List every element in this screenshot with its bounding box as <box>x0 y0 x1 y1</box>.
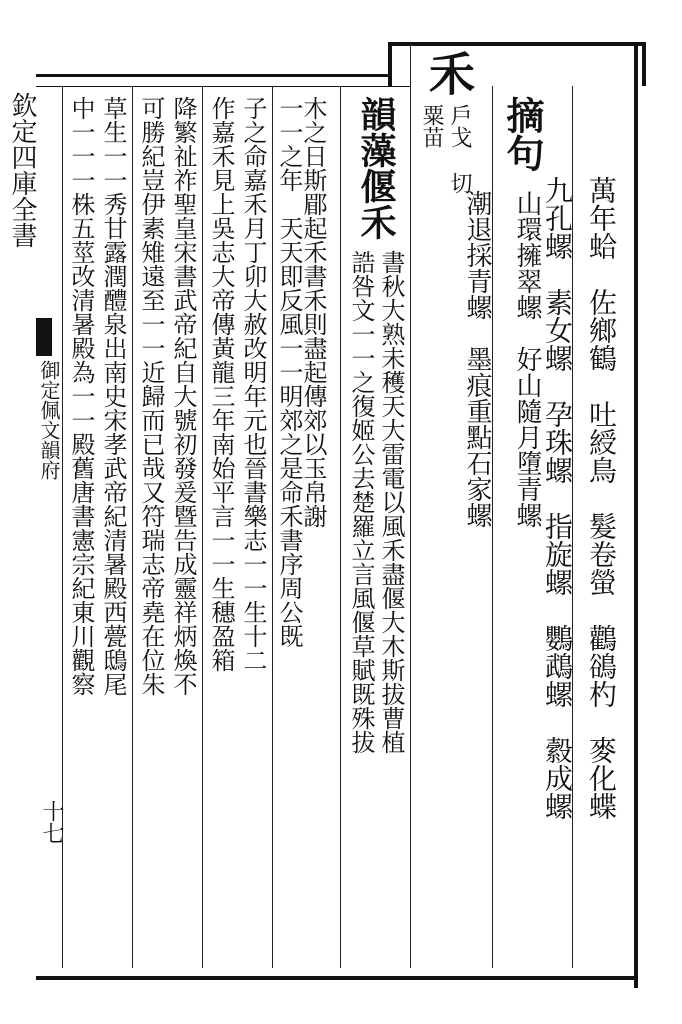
text-column: 草生一一秀甘露潤醴泉出南史宋孝武帝紀清暑殿西甍鴟尾 <box>99 96 127 696</box>
text-column: 一一之年 天天即反風一一明郊之是命禾書序周公既 <box>275 96 303 648</box>
margin-book-title: 欽定四庫全書 <box>7 92 37 248</box>
column-rule <box>410 42 411 968</box>
text-column: 九孔螺 素女螺 孕珠螺 指旋螺 鸚鵡螺 縠成螺 <box>541 176 574 820</box>
column-rule <box>202 86 203 968</box>
section-heading-yunzao: 韻藻偃禾 <box>355 96 397 240</box>
page-number: 十七 <box>39 800 64 844</box>
frame-bottom-rule <box>36 976 638 980</box>
text-column: 萬年蛤 佐鄉鶴 吐綬鳥 髮卷螢 鸛鵒杓 麥化蝶 <box>585 176 618 820</box>
entry-gloss: 粟苗 <box>419 104 444 148</box>
frame-top-rule <box>36 74 424 77</box>
frame-right-rule <box>634 42 638 988</box>
text-column: 中一一一株五莖改清暑殿為一一殿舊唐書憲宗紀東川觀察 <box>67 96 95 696</box>
text-column: 子之命嘉禾月丁卯大赦改明年元也晉書樂志一一生十二 <box>239 96 267 672</box>
phonetic-note-a: 戶戈 <box>447 104 472 148</box>
text-column: 書秋大熟未穫天大雷電以風禾盡偃大木斯拔曹植 <box>377 250 405 754</box>
section-heading-zhaiju: 摘句 <box>500 96 545 172</box>
text-column: 可勝紀豈伊素雉遠至一一近歸而已哉又符瑞志帝堯在位朱 <box>137 96 165 696</box>
text-column: 降繁祉祚聖皇宋書武帝紀自大號初發爰暨告成靈祥炳煥不 <box>169 96 197 696</box>
entry-radical: 禾 <box>422 50 476 96</box>
inner-top-rule <box>36 86 410 87</box>
text-column: 山環擁翠螺 好山隨月墮青螺 <box>512 190 542 528</box>
margin-fishtail-mark <box>36 318 52 356</box>
text-column: 木之日斯郿起禾書禾則盡起傳郊以玉帛謝 <box>299 96 327 528</box>
column-rule <box>340 86 341 968</box>
text-column: 潮退採青螺 墨痕重點石家螺 <box>462 190 492 528</box>
text-column: 誥咎文一一之復姬公去楚羅立言風偃草賦既殊拔 <box>347 250 375 754</box>
text-column: 作嘉禾見上吳志大帝傳黃龍三年南始平言一一生穗盈箱 <box>207 96 235 672</box>
phonetic-note-b: 切 <box>447 172 472 194</box>
margin-work-title: 御定佩文韻府 <box>37 360 61 480</box>
column-rule <box>272 86 273 968</box>
column-rule <box>492 86 493 968</box>
column-rule <box>132 86 133 968</box>
